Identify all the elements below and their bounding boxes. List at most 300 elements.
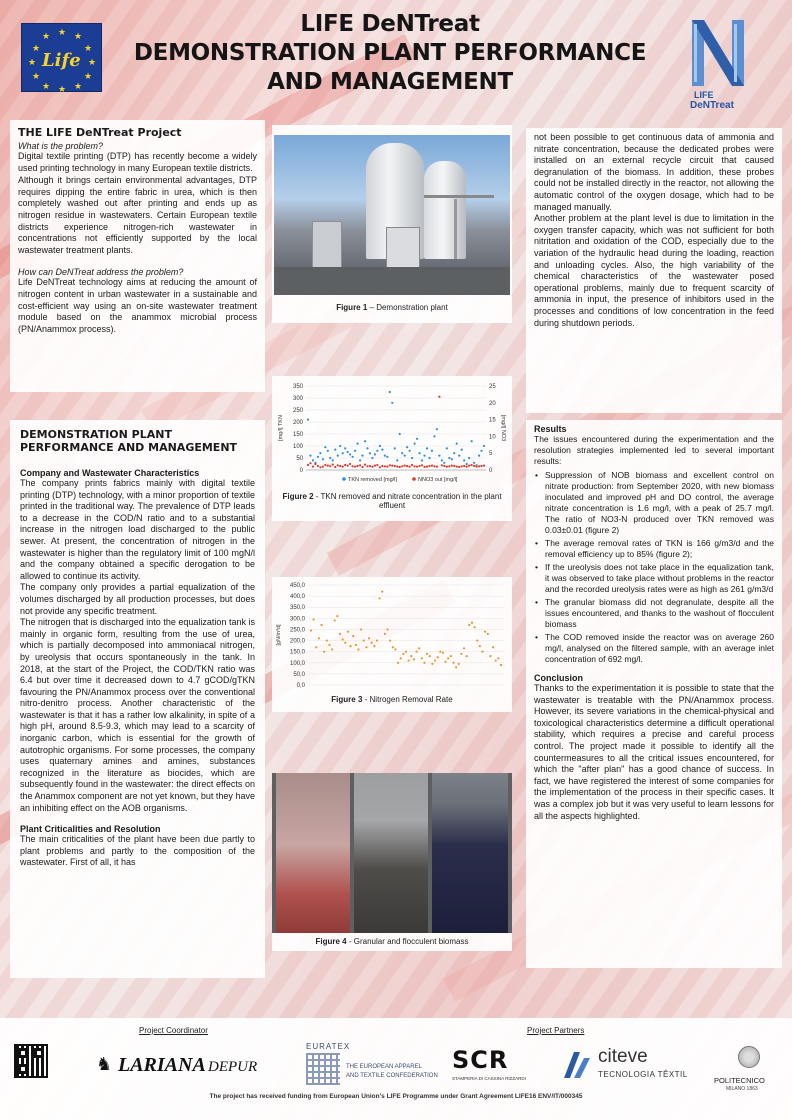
tkn-point <box>409 450 411 452</box>
removal-rate-point <box>410 655 412 657</box>
removal-rate-point <box>318 637 320 639</box>
nitrate-point <box>344 464 346 466</box>
nitrate-point <box>480 465 482 467</box>
removal-rate-point <box>320 624 322 626</box>
tkn-point <box>307 419 309 421</box>
citeve-subtitle: TECNOLOGIA TÊXTIL <box>598 1070 688 1079</box>
nitrate-point <box>384 465 386 467</box>
result-item: • The COD removed inside the reactor was on average 260 mg/l, analysed on the filtered sample, with an average inlet concentration of 692 mg/l. <box>534 632 774 665</box>
partners-label: Project Partners <box>527 1026 585 1035</box>
y-tick-label: 250 <box>292 408 303 414</box>
demo-paragraph-3: The nitrogen that is discharged into the equalization tank is mainly in organic form, resulting from the use of urea, which is partially decomposed into ammoniacal nitrogen, by ureolysis that occurs spontaneously in the tank. In 2018, at the start of the Project, the COD/TKN ratio was 6.4 but over time it decreased down to 4.7 gCOD/gTKN favouring the PN/Anammox process over the conventional nitro-denitro process. Another characteristic of the wastewater is that it has a rather low alkalinity, in spite of a high pH, around 8.5-9.3, which may lead to a scarcity of inorganic carbon, which is essential for the growth of autotrophic organisms. For some processes, the company uses quaternary amines and amines, substances recognized in the literature as biocides, which are subsequently found in the wastewater: the direct effects on the Anammox component are not yet known, but they have an inhibiting effect on the AOB organisms. <box>20 617 255 813</box>
nitrate-point <box>337 464 339 466</box>
nitrate-point <box>349 463 351 465</box>
nitrate-point <box>379 466 381 468</box>
nitrate-point <box>466 466 468 468</box>
removal-rate-point <box>444 661 446 663</box>
removal-rate-point <box>342 638 344 640</box>
tkn-point <box>371 457 373 459</box>
y-tick-label: 350,0 <box>289 605 305 612</box>
tkn-point <box>312 459 314 461</box>
y2-tick-label: 5 <box>489 451 493 458</box>
removal-rate-point <box>334 619 336 621</box>
result-item: • The average removal rates of TKN is 166 g/m3/d and the removal efficiency up to 85% (figure 2); <box>534 538 774 560</box>
tkn-point <box>352 456 354 458</box>
figure-4-panel <box>272 773 512 951</box>
question-1: What is the problem? <box>18 141 104 151</box>
tkn-point <box>463 459 465 461</box>
nitrate-point <box>381 465 383 467</box>
title-line-2: DEMONSTRATION PLANT PERFORMANCE <box>133 40 647 66</box>
lariana-depur-logo <box>96 1052 266 1080</box>
nitrate-point <box>386 466 388 468</box>
nitrate-point <box>451 465 453 467</box>
tkn-point <box>406 446 408 448</box>
tkn-point <box>471 440 473 442</box>
result-item: • Suppression of NOB biomass and excellent control on nitrate production: from September 2020, with new biomass inoculated and improved pH and DO control, the average nitrate concentration is 1.6 mg/l, with a peak of 25.7 mg/l. The ratio of NO3-N produced over TKN removed was 0.03±0.01 (figure 2) <box>534 470 774 536</box>
removal-rate-point <box>450 655 452 657</box>
y-tick-label: 250,0 <box>289 627 305 634</box>
removal-rate-point <box>484 631 486 633</box>
y-tick-label: 100 <box>292 444 303 450</box>
nitrate-point <box>324 464 326 466</box>
y-axis-label: [mg/l] TKN <box>278 415 284 441</box>
removal-rate-point <box>447 657 449 659</box>
removal-rate-point <box>421 657 423 659</box>
dentreat-logo-label-1: LIFE <box>694 90 714 100</box>
nitrate-point <box>471 464 473 466</box>
nitrate-point <box>473 465 475 467</box>
right-panel-top <box>526 128 782 413</box>
demo-paragraph-1: The company prints fabrics mainly with digital textile printing (DTP) technology, with a minor proportion of textile printed in the traditional way. The prevalence of DTP leads to a decrease in the COD/N ratio and to a substantial increase in the nitrogen load discharged to the public sewer. At present, the concentration of nitrogen in the wastewater is higher than the regulatory limit of 100 mgN/l and the company obtained a specific derogation to be allowed to continue its activity. <box>20 478 255 581</box>
scr-name: SCR <box>452 1046 509 1074</box>
removal-rate-point <box>355 644 357 646</box>
chart-tkn-nitrate <box>274 378 510 486</box>
y2-tick-label: 15 <box>489 417 496 424</box>
right-panel-bottom <box>526 420 782 968</box>
removal-rate-point <box>352 635 354 637</box>
removal-rate-point <box>310 629 312 631</box>
removal-rate-point <box>313 618 315 620</box>
figure-3-text: - Nitrogen Removal Rate <box>362 695 453 704</box>
tkn-point <box>334 449 336 451</box>
nitrate-point <box>433 465 435 467</box>
removal-rate-point <box>495 659 497 661</box>
qr-code[interactable] <box>14 1044 48 1078</box>
y-tick-label: 150,0 <box>289 649 305 656</box>
tkn-point <box>431 450 433 452</box>
euratex-line-1: THE EUROPEAN APPAREL <box>346 1064 422 1070</box>
removal-rate-point <box>487 633 489 635</box>
tkn-point <box>366 447 368 449</box>
nitrate-point <box>463 465 465 467</box>
tkn-point <box>423 455 425 457</box>
removal-rate-point <box>426 653 428 655</box>
tkn-point <box>416 438 418 440</box>
removal-rate-point <box>394 648 396 650</box>
demo-paragraph-2: The company only provides a partial equalization of the volumes discharged by all production processes, but does not provide any specific treatment. <box>20 582 255 616</box>
y2-tick-label: 0 <box>489 468 493 474</box>
result-item: • The granular biomass did not degranulate, despite all the issues encountered, and thanks to the washout of flocculent biomass <box>534 597 774 630</box>
nitrate-point <box>371 466 373 468</box>
tkn-point <box>376 450 378 452</box>
removal-rate-point <box>466 655 468 657</box>
removal-rate-point <box>474 626 476 628</box>
nitrate-point <box>394 465 396 467</box>
life-eu-logo: ★ ★ ★ ★ ★ ★ ★ ★ ★ ★ ★ ★ Life <box>21 23 102 92</box>
y-tick-label: 0 <box>299 468 303 474</box>
demo-panel <box>10 420 265 978</box>
removal-rate-point <box>408 659 410 661</box>
nitrate-point <box>441 464 443 466</box>
nitrate-point <box>312 466 314 468</box>
tkn-point <box>339 445 341 447</box>
tkn-point <box>453 452 455 454</box>
nitrate-point <box>319 466 321 468</box>
removal-rate-point <box>392 646 394 648</box>
politecnico-logo <box>714 1046 786 1096</box>
y2-tick-label: 20 <box>489 400 496 407</box>
tkn-point <box>411 457 413 459</box>
tkn-point <box>374 453 376 455</box>
citeve-mark-icon <box>560 1048 594 1082</box>
removal-rate-point <box>479 645 481 647</box>
nitrate-point <box>458 466 460 468</box>
conclusion-title: Conclusion <box>534 673 583 683</box>
tkn-point <box>473 462 475 464</box>
tkn-point <box>433 435 435 437</box>
removal-rate-point <box>365 646 367 648</box>
conclusion-text: Thanks to the experimentation it is possible to state that the wastewater is treatable with the PN/Anammox process. However, its severe variations in the chemical-physical and toxicological characteristics determine a difficult operational stability, which requires a precise and careful process control. The project made it possible to identify all the countermeasures to all the critical issues encountered, for which the "after plan" has a good chance of success. In fact, we have registered the interest of some companies for the implementation of the process in their specific cases. It was a complex job but it was very useful to learn lessons for all the aspects highlighted. <box>534 683 774 821</box>
tkn-point <box>354 450 356 452</box>
title-line-3: AND MANAGEMENT <box>267 69 513 95</box>
tkn-point <box>466 463 468 465</box>
removal-rate-point <box>336 615 338 617</box>
politecnico-subtitle: MILANO 1863 <box>726 1086 758 1092</box>
lariana-name: LARIANA <box>118 1054 206 1076</box>
removal-rate-point <box>455 666 457 668</box>
dentreat-n-icon <box>688 18 752 90</box>
tkn-point <box>426 447 428 449</box>
y-tick-label: 50,0 <box>293 671 305 678</box>
nitrate-point <box>436 466 438 468</box>
removal-rate-point <box>384 633 386 635</box>
tkn-point <box>456 443 458 445</box>
removal-rate-point <box>405 651 407 653</box>
nitrate-point <box>421 464 423 466</box>
y-tick-label: 400,0 <box>289 594 305 601</box>
politecnico-seal-icon <box>738 1046 760 1068</box>
tkn-point <box>361 455 363 457</box>
politecnico-name: POLITECNICO <box>714 1076 765 1085</box>
nitrate-point <box>456 466 458 468</box>
y-tick-label: 200 <box>292 420 303 426</box>
removal-rate-point <box>497 657 499 659</box>
tkn-point <box>389 391 391 393</box>
tkn-point <box>480 450 482 452</box>
nitrate-point <box>314 463 316 465</box>
y-tick-label: 0,0 <box>296 683 305 689</box>
y-tick-label: 300,0 <box>289 616 305 623</box>
nitrate-point <box>334 466 336 468</box>
demo-paragraph-4: The main criticalities of the plant have been due partly to plant problems and partly to the composition of the wastewater. First of all, it has <box>20 834 255 868</box>
removal-rate-point <box>328 644 330 646</box>
tkn-point <box>478 455 480 457</box>
nitrate-point <box>391 465 393 467</box>
nitrate-point <box>389 464 391 466</box>
nitrate-point <box>352 465 354 467</box>
removal-rate-point <box>339 633 341 635</box>
nitrate-point <box>399 466 401 468</box>
removal-rate-point <box>376 639 378 641</box>
removal-rate-point <box>471 622 473 624</box>
nitrate-point <box>376 464 378 466</box>
removal-rate-point <box>423 662 425 664</box>
removal-rate-point <box>458 663 460 665</box>
removal-rate-point <box>347 631 349 633</box>
euratex-name: EURATEX <box>306 1042 351 1051</box>
removal-rate-point <box>452 662 454 664</box>
nitrate-point <box>468 465 470 467</box>
nitrate-point <box>416 466 418 468</box>
citeve-name: citeve <box>598 1046 648 1067</box>
removal-rate-point <box>489 655 491 657</box>
result-item: • If the ureolysis does not take place in the equalization tank, it was observed to take place without problems in the reactor and the recorded ureolysis rates were as high as 261 g/m3/d <box>534 562 774 595</box>
tkn-point <box>364 440 366 442</box>
euratex-line-2: AND TEXTILE CONFEDERATION <box>346 1073 438 1079</box>
nitrate-point <box>309 462 311 464</box>
nitrate-point <box>461 465 463 467</box>
nitrate-point <box>307 464 309 466</box>
scr-logo <box>452 1046 542 1090</box>
tkn-point <box>344 447 346 449</box>
dentreat-logo-label-2: DeNTreat <box>690 100 734 111</box>
removal-rate-point <box>349 645 351 647</box>
removal-rate-point <box>463 647 465 649</box>
y-tick-label: 300 <box>292 396 303 402</box>
nitrate-point <box>359 464 361 466</box>
tkn-point <box>448 457 450 459</box>
demo-title-line-1: DEMONSTRATION PLANT <box>20 428 172 441</box>
tkn-point <box>309 455 311 457</box>
tkn-point <box>401 452 403 454</box>
nitrate-point <box>347 465 349 467</box>
results-intro: The issues encountered during the experimentation and the resolution strategies implemented led to several important results: <box>534 434 774 466</box>
removal-rate-point <box>400 657 402 659</box>
y-tick-label: 100,0 <box>289 660 305 667</box>
euratex-grid-icon <box>306 1053 340 1085</box>
results-list <box>534 470 774 665</box>
removal-rate-point <box>434 659 436 661</box>
tkn-point <box>404 455 406 457</box>
nitrate-point <box>446 466 448 468</box>
removal-rate-point <box>371 642 373 644</box>
tkn-point <box>369 452 371 454</box>
removal-rate-point <box>476 639 478 641</box>
figure-3-caption <box>272 695 512 704</box>
nitrate-point <box>438 396 440 398</box>
tkn-point <box>441 459 443 461</box>
y2-tick-label: 25 <box>489 384 496 390</box>
removal-rate-point <box>402 653 404 655</box>
nitrate-point <box>396 466 398 468</box>
intro-paragraph-1: Digital textile printing (DTP) has recently become a widely used printing technology in many European textile districts. <box>18 151 257 173</box>
demonstration-plant-photo <box>274 135 510 295</box>
removal-rate-point <box>492 646 494 648</box>
nitrate-point <box>401 465 403 467</box>
tkn-point <box>438 455 440 457</box>
tkn-point <box>327 450 329 452</box>
nitrate-point <box>356 465 358 467</box>
y-tick-label: 150 <box>292 432 303 438</box>
nitrate-point <box>431 465 433 467</box>
tkn-point <box>394 447 396 449</box>
nitrate-point <box>361 466 363 468</box>
title-line-1: LIFE DeNTreat <box>300 11 480 37</box>
figure-3-label: Figure 3 <box>331 695 363 704</box>
tkn-point <box>418 452 420 454</box>
removal-rate-point <box>379 597 381 599</box>
intro-paragraph-3: Life DeNTreat technology aims at reducing the amount of nitrogen content in urban wastewater in a sustainable and cost-efficient way using an on-site wastewater treatment module based on the anammox microbial process (PN/Anammox process). <box>18 277 257 334</box>
figure-1-text: – Demonstration plant <box>367 303 448 312</box>
removal-rate-point <box>381 591 383 593</box>
removal-rate-point <box>357 648 359 650</box>
legend-tkn-label: TKN removed [mg/l] <box>348 477 397 483</box>
subheading-criticalities: Plant Criticalities and Resolution <box>20 824 161 835</box>
nitrate-point <box>317 465 319 467</box>
tkn-point <box>384 455 386 457</box>
tkn-point <box>324 446 326 448</box>
footer <box>0 1018 792 1120</box>
figure-1-label: Figure 1 <box>336 303 368 312</box>
tkn-point <box>436 428 438 430</box>
scr-subtitle: STAMPERIA DI CASSINA RIZZARDI <box>452 1076 526 1081</box>
chart-nitrogen-removal-rate <box>274 579 510 693</box>
removal-rate-point <box>481 651 483 653</box>
tkn-point <box>399 433 401 435</box>
removal-rate-point <box>437 656 439 658</box>
nitrate-point <box>426 466 428 468</box>
coordinator-label: Project Coordinator <box>139 1026 208 1035</box>
y-tick-label: 350 <box>292 384 303 390</box>
removal-rate-point <box>460 653 462 655</box>
nitrate-point <box>329 465 331 467</box>
tkn-point <box>342 452 344 454</box>
nitrate-point <box>364 464 366 466</box>
nitrate-point <box>443 465 445 467</box>
removal-rate-point <box>418 647 420 649</box>
removal-rate-point <box>331 648 333 650</box>
nitrate-point <box>423 466 425 468</box>
y-axis-label: [gN/m³d] <box>276 624 282 646</box>
removal-rate-point <box>442 652 444 654</box>
y2-axis-label: [mg/l] NO3 <box>500 414 506 442</box>
legend-tkn-marker <box>342 477 346 481</box>
tkn-point <box>381 449 383 451</box>
tkn-point <box>391 402 393 404</box>
removal-rate-point <box>500 664 502 666</box>
nitrate-point <box>374 465 376 467</box>
nitrate-point <box>418 465 420 467</box>
figure-4-label: Figure 4 <box>315 937 347 946</box>
nitrate-point <box>404 465 406 467</box>
intro-panel <box>10 120 265 392</box>
nitrate-point <box>409 466 411 468</box>
removal-rate-point <box>468 624 470 626</box>
figure-3-panel <box>272 577 512 712</box>
right-paragraph-2: Another problem at the plant level is due to limitation in the oxygen transfer capacity, which was not sufficient for both nitritation and oxidation of the COD, especially due to the variation of the hydraulic head during the loading, reaction and unloading cycles. Also, the high variability of the chemical characteristics of the wastewater posed operational problems, mainly due to frequent scarcity of ammonia in input, the presence of inhibitors used in the processes and conditions of low concentration in the feed during shutdown periods. <box>534 213 774 328</box>
tkn-point <box>317 456 319 458</box>
lariana-runner-icon: ♞ <box>96 1054 113 1074</box>
tkn-point <box>451 458 453 460</box>
removal-rate-point <box>323 651 325 653</box>
nitrate-point <box>406 465 408 467</box>
removal-rate-point <box>386 628 388 630</box>
tkn-point <box>322 458 324 460</box>
nitrate-point <box>478 465 480 467</box>
biomass-photo <box>272 773 512 933</box>
nitrate-point <box>475 466 477 468</box>
figure-2-label: Figure 2 <box>282 492 314 501</box>
nitrate-point <box>369 465 371 467</box>
dentreat-logo <box>688 18 752 110</box>
removal-rate-point <box>439 651 441 653</box>
tkn-point <box>319 452 321 454</box>
euratex-logo <box>306 1042 446 1090</box>
nitrate-point <box>366 465 368 467</box>
life-logo-text: Life <box>42 50 81 71</box>
right-paragraph-1: not been possible to get continuous data of ammonia and nitrate concentration, because the dedicated probes were installed on an external recycle circuit that caused degranulation of the biomass. In addition, these probes could not be installed directly in the reactor, not allowing the automatic control of the oxygen dosage, which had to be managed manually. <box>534 132 774 212</box>
removal-rate-point <box>326 639 328 641</box>
removal-rate-point <box>360 628 362 630</box>
tkn-point <box>386 456 388 458</box>
figure-1-caption <box>272 303 512 312</box>
nitrate-point <box>327 465 329 467</box>
y-tick-label: 50 <box>296 456 303 462</box>
nitrate-point <box>322 466 324 468</box>
y-tick-label: 450,0 <box>289 583 305 589</box>
tkn-point <box>413 443 415 445</box>
nitrate-point <box>332 464 334 466</box>
tkn-point <box>337 455 339 457</box>
nitrate-point <box>342 466 344 468</box>
intro-paragraph-2: Although it brings certain environmental advantages, DTP requires dipping the entire fabric in urea, which is then completely washed out after printing and ends up as nitrogen residue in wastewaters. Certain European textile districts experience nitrogen-rich wastewater in concentrations not efficiently supported by the local wastewater treatment plants. <box>18 175 257 255</box>
nitrate-point <box>413 465 415 467</box>
figure-4-caption <box>272 937 512 946</box>
removal-rate-point <box>397 662 399 664</box>
y2-tick-label: 10 <box>489 434 496 441</box>
nitrate-point <box>448 465 450 467</box>
removal-rate-point <box>368 637 370 639</box>
demo-title-line-2: PERFORMANCE AND MANAGEMENT <box>20 441 238 454</box>
nitrate-point <box>428 465 430 467</box>
tkn-point <box>483 445 485 447</box>
funding-statement: The project has received funding from European Union's LIFE Programme under Grant Agreement LIFE16 ENV/IT/000345 <box>209 1093 583 1100</box>
removal-rate-point <box>415 651 417 653</box>
results-title: Results <box>534 424 567 434</box>
tkn-point <box>468 457 470 459</box>
removal-rate-point <box>429 655 431 657</box>
tkn-point <box>446 447 448 449</box>
tkn-point <box>443 462 445 464</box>
removal-rate-point <box>389 639 391 641</box>
figure-4-text: - Granular and flocculent biomass <box>346 937 469 946</box>
figure-1-panel <box>272 125 512 323</box>
nitrate-point <box>453 465 455 467</box>
tkn-point <box>349 453 351 455</box>
figure-2-panel <box>272 376 512 521</box>
removal-rate-point <box>431 663 433 665</box>
